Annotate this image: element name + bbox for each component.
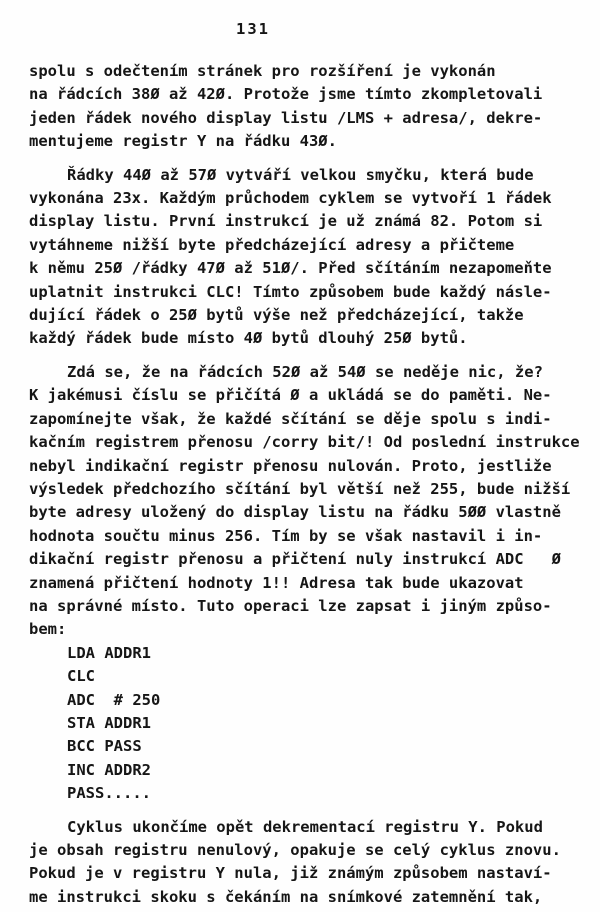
text-line: k němu 25Ø /řádky 47Ø až 51Ø/. Před sčítáním nezapomeňte (29, 259, 552, 278)
text-line: je obsah registru nenulový, opakuje se celý cyklus znovu. (29, 841, 561, 859)
text-line: Řádky 44Ø až 57Ø vytváří velkou smyčku, která bude (67, 165, 534, 184)
text-line: uplatnit instrukci CLC! Tímto způsobem bude každý násle- (29, 282, 552, 301)
code-line: LDA ADDR1 (67, 643, 151, 662)
code-line: CLC (67, 667, 95, 686)
text-line: spolu s odečtením stránek pro rozšíření je vykonán (29, 62, 496, 80)
text-line: dikační registr přenosu a přičtení nuly instrukcí ADC Ø (29, 550, 561, 569)
text-line: mentujeme registr Y na řádku 43Ø. (29, 132, 337, 151)
text-line: Zdá se, že na řádcích 52Ø až 54Ø se neděje nic, že? (67, 362, 543, 381)
paragraph (29, 816, 588, 910)
page-number: 131 (236, 20, 270, 38)
text-line: display listu. První instrukcí je už známá 82. Potom si (29, 212, 543, 231)
text-line: byte adresy uložený do display listu na řádku 5ØØ vlastně (29, 503, 561, 522)
text-line: bem: (29, 620, 67, 639)
code-line: PASS..... (67, 784, 151, 803)
text-line: vytáhneme nižší byte předcházející adresy a přičteme (29, 235, 515, 254)
text-line: vykonána 23x. Každým průchodem cyklem se vytvoří 1 řádek (29, 189, 552, 208)
text-line: dující řádek o 25Ø bytů výše než předcházející, takže (29, 306, 524, 325)
text-line: kačním registrem přenosu /corry bit/! Od poslední instrukce (29, 433, 580, 452)
text-line: hodnota součtu minus 256. Tím by se však nastavil i in- (29, 526, 543, 545)
text-line: Pokud je v registru Y nula, již známým způsobem nastaví- (29, 864, 552, 883)
text-line: nebyl indikační registr přenosu nulován. Proto, jestliže (29, 456, 552, 475)
code-line: ADC # 250 (67, 690, 161, 709)
code-block (29, 642, 588, 806)
text-line: na řádcích 38Ø až 42Ø. Protože jsme tímto zkompletovali (29, 85, 543, 104)
code-line: BCC PASS (67, 737, 142, 756)
paragraph (29, 361, 588, 642)
page-body (29, 60, 588, 909)
paragraph (29, 164, 588, 351)
text-line: každý řádek bude místo 4Ø bytů dlouhý 25Ø bytů. (29, 329, 468, 348)
text-line: K jakémusi číslu se přičítá Ø a ukládá se do paměti. Ne- (29, 386, 552, 405)
text-line: znamená přičtení hodnoty 1!! Adresa tak bude ukazovat (29, 573, 524, 592)
paragraph (29, 60, 588, 154)
text-line: výsledek předchozího sčítání byl větší než 255, bude nižší (29, 479, 571, 498)
text-line: jeden řádek nového display listu /LMS + adresa/, dekre- (29, 108, 543, 127)
text-line: na správné místo. Tuto operaci lze zapsat i jiným způso- (29, 596, 552, 615)
code-line: INC ADDR2 (67, 760, 151, 779)
code-line: STA ADDR1 (67, 713, 151, 732)
text-line: zapomínejte však, že každé sčítání se děje spolu s indi- (29, 409, 552, 428)
text-line: me instrukci skoku s čekáním na snímkové zatemnění tak, (29, 887, 543, 906)
text-line: Cyklus ukončíme opět dekrementací registru Y. Pokud (67, 817, 543, 836)
